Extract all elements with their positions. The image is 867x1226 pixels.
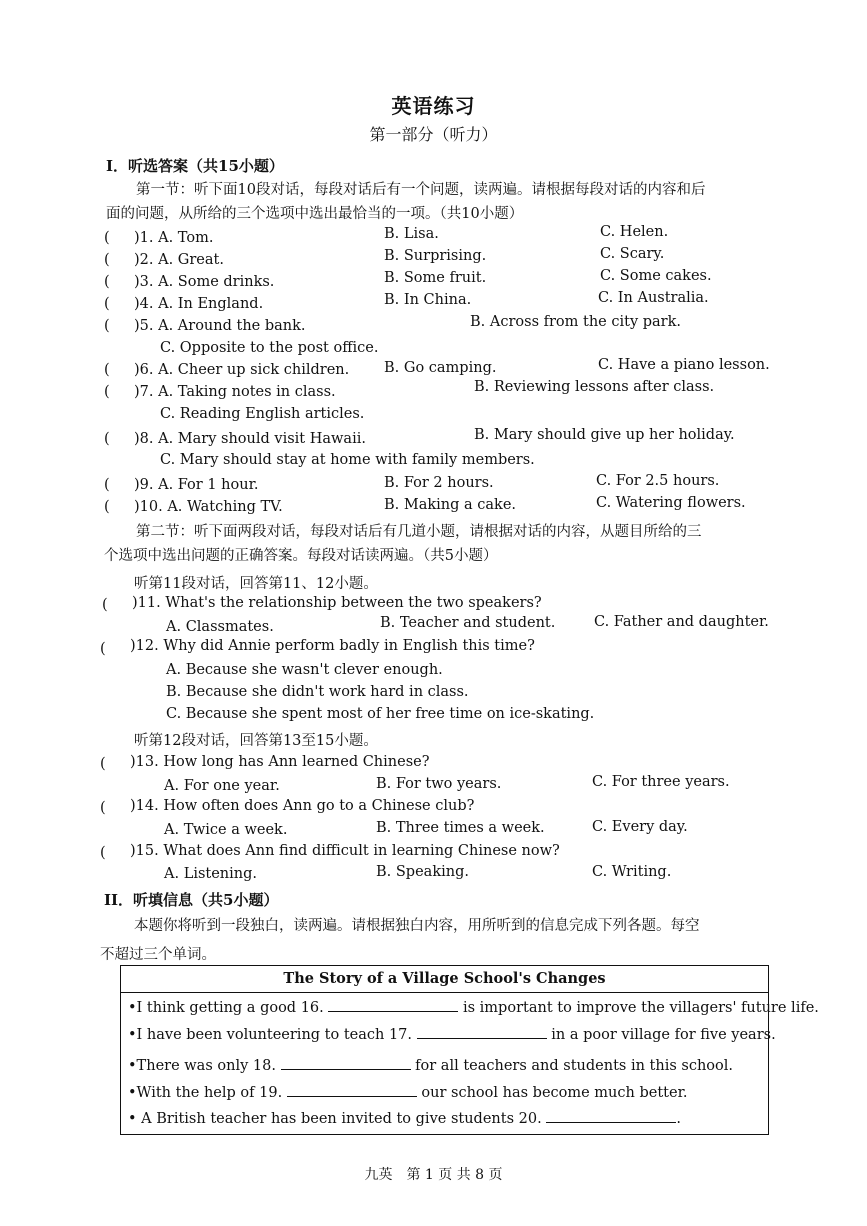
- question-9: )9. A. For 1 hour.: [134, 477, 259, 493]
- blank-18[interactable]: [281, 1057, 411, 1070]
- option-15b: B. Speaking.: [376, 864, 469, 880]
- option-3b: B. Some fruit.: [384, 270, 487, 286]
- fill-line-19: [128, 1084, 688, 1101]
- dialog-12-note: 听第12段对话，回答第13至15小题。: [134, 733, 378, 749]
- answer-paren[interactable]: (: [100, 845, 106, 861]
- fill-19-rest: our school has become much better.: [421, 1085, 688, 1101]
- part1-intro-line1: 第一节：听下面10段对话，每段对话后有一个问题，读两遍。请根据每段对话的内容和后: [136, 182, 706, 198]
- answer-paren[interactable]: (: [104, 431, 110, 447]
- answer-paren[interactable]: (: [104, 318, 110, 334]
- question-14: )14. How often does Ann go to a Chinese club?: [130, 798, 475, 814]
- answer-paren[interactable]: (: [104, 384, 110, 400]
- option-1c: C. Helen.: [600, 224, 669, 240]
- option-14b: B. Three times a week.: [376, 820, 545, 836]
- question-15: )15. What does Ann find difficult in learning Chinese now?: [130, 843, 560, 859]
- question-12: )12. Why did Annie perform badly in English this time?: [130, 638, 535, 654]
- fill-16-rest: is important to improve the villagers' future life.: [462, 1000, 819, 1016]
- option-15c: C. Writing.: [592, 864, 672, 880]
- option-15a: A. Listening.: [164, 866, 258, 882]
- fill-line-16: [128, 999, 819, 1016]
- fill-line-18: [128, 1057, 733, 1074]
- blank-20[interactable]: [546, 1110, 676, 1123]
- option-2b: B. Surprising.: [384, 248, 487, 264]
- option-8b: B. Mary should give up her holiday.: [474, 427, 735, 443]
- option-13a: A. For one year.: [164, 778, 280, 794]
- section2-intro-line2: 不超过三个单词。: [100, 947, 216, 963]
- fill-20-text: • A British teacher has been invited to give students 20.: [128, 1111, 542, 1127]
- answer-paren[interactable]: (: [100, 641, 106, 657]
- option-13c: C. For three years.: [592, 774, 730, 790]
- option-10b: B. Making a cake.: [384, 497, 517, 513]
- part1-intro-line2: 面的问题，从所给的三个选项中选出最恰当的一项。（共10小题）: [106, 206, 524, 222]
- fill-line-20: [128, 1110, 681, 1127]
- question-11: )11. What's the relationship between the two speakers?: [132, 595, 542, 611]
- option-10c: C. Watering flowers.: [596, 495, 746, 511]
- option-11a: A. Classmates.: [166, 619, 274, 635]
- page-title: 英语练习: [391, 94, 476, 118]
- question-7: )7. A. Taking notes in class.: [134, 384, 336, 400]
- option-4c: C. In Australia.: [598, 290, 709, 306]
- option-6b: B. Go camping.: [384, 360, 497, 376]
- option-9b: B. For 2 hours.: [384, 475, 494, 491]
- blank-19[interactable]: [287, 1084, 417, 1097]
- question-10: )10. A. Watching TV.: [134, 499, 283, 515]
- fill-19-text: •With the help of 19.: [128, 1085, 283, 1101]
- question-3: )3. A. Some drinks.: [134, 274, 275, 290]
- part2-intro-line1: 第二节：听下面两段对话，每段对话后有几道小题，请根据对话的内容，从题目所给的三: [136, 524, 702, 540]
- section-2-heading: II．听填信息（共5小题）: [104, 891, 279, 909]
- answer-paren[interactable]: (: [104, 477, 110, 493]
- page-subtitle: 第一部分（听力）: [369, 125, 498, 144]
- blank-17[interactable]: [417, 1026, 547, 1039]
- option-12a: A. Because she wasn't clever enough.: [166, 662, 443, 678]
- table-title: The Story of a Village School's Changes: [121, 966, 768, 993]
- option-6c: C. Have a piano lesson.: [598, 357, 770, 373]
- answer-paren[interactable]: (: [104, 296, 110, 312]
- option-11b: B. Teacher and student.: [380, 615, 556, 631]
- option-8c: C. Mary should stay at home with family members.: [160, 452, 535, 468]
- option-7b: B. Reviewing lessons after class.: [474, 379, 715, 395]
- section-1-heading: I．听选答案（共15小题）: [106, 157, 284, 175]
- fill-20-rest: .: [676, 1111, 681, 1127]
- answer-paren[interactable]: (: [100, 756, 106, 772]
- fill-17-rest: in a poor village for five years.: [551, 1027, 776, 1043]
- option-12b: B. Because she didn't work hard in class.: [166, 684, 469, 700]
- option-3c: C. Some cakes.: [600, 268, 712, 284]
- answer-paren[interactable]: (: [104, 274, 110, 290]
- answer-paren[interactable]: (: [104, 362, 110, 378]
- option-9c: C. For 2.5 hours.: [596, 473, 720, 489]
- answer-paren[interactable]: (: [100, 800, 106, 816]
- option-12c: C. Because she spent most of her free time on ice-skating.: [166, 706, 595, 722]
- question-6: )6. A. Cheer up sick children.: [134, 362, 350, 378]
- option-5b: B. Across from the city park.: [470, 314, 682, 330]
- option-4b: B. In China.: [384, 292, 472, 308]
- option-11c: C. Father and daughter.: [594, 614, 769, 630]
- option-2c: C. Scary.: [600, 246, 665, 262]
- fill-line-17: [128, 1026, 776, 1043]
- option-5c: C. Opposite to the post office.: [160, 340, 379, 356]
- answer-paren[interactable]: (: [104, 230, 110, 246]
- fill-16-text: •I think getting a good 16.: [128, 1000, 324, 1016]
- question-8: )8. A. Mary should visit Hawaii.: [134, 431, 366, 447]
- dialog-11-note: 听第11段对话，回答第11、12小题。: [134, 576, 378, 592]
- option-14c: C. Every day.: [592, 819, 688, 835]
- question-2: )2. A. Great.: [134, 252, 224, 268]
- answer-paren[interactable]: (: [104, 252, 110, 268]
- fill-17-text: •I have been volunteering to teach 17.: [128, 1027, 413, 1043]
- question-1: )1. A. Tom.: [134, 230, 214, 246]
- fill-18-text: •There was only 18.: [128, 1058, 276, 1074]
- question-4: )4. A. In England.: [134, 296, 264, 312]
- option-13b: B. For two years.: [376, 776, 502, 792]
- fill-18-rest: for all teachers and students in this school.: [415, 1058, 734, 1074]
- option-7c: C. Reading English articles.: [160, 406, 365, 422]
- answer-paren[interactable]: (: [102, 597, 108, 613]
- part2-intro-line2: 个选项中选出问题的正确答案。每段对话读两遍。（共5小题）: [104, 548, 498, 564]
- question-13: )13. How long has Ann learned Chinese?: [130, 754, 430, 770]
- blank-16[interactable]: [328, 999, 458, 1012]
- page-footer: 九英 第 1 页 共 8 页: [364, 1167, 503, 1183]
- option-1b: B. Lisa.: [384, 226, 439, 242]
- option-14a: A. Twice a week.: [164, 822, 288, 838]
- section2-intro-line1: 本题你将听到一段独白，读两遍。请根据独白内容，用所听到的信息完成下列各题。每空: [134, 918, 700, 934]
- answer-paren[interactable]: (: [104, 499, 110, 515]
- question-5: )5. A. Around the bank.: [134, 318, 306, 334]
